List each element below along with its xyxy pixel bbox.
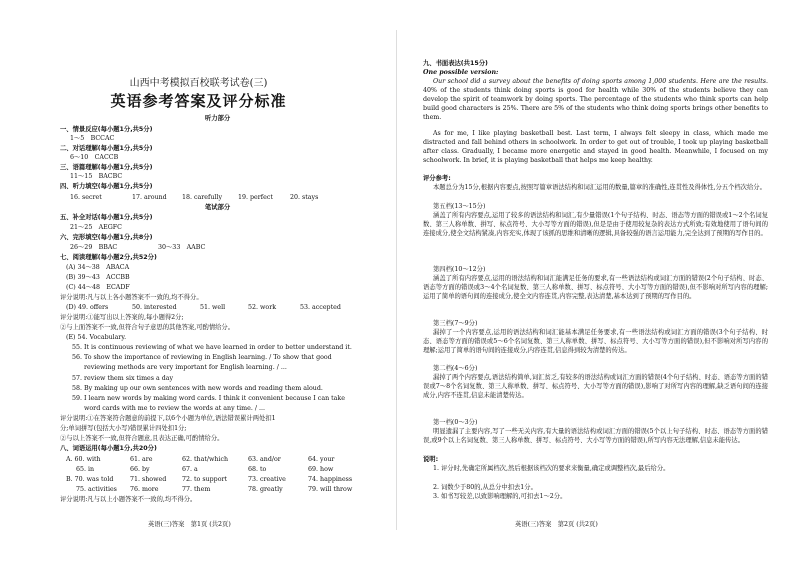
grade-4-title: 第四档(10～12分) [433,266,486,273]
section-8-cell: 69. how [308,466,334,473]
section-8-note: 评分说明:凡与以上小题答案不一致的,均不得分。 [60,496,197,503]
section-4-answer: 17. around [132,194,167,201]
section-3-answer: 11～15 BACBC [70,173,123,180]
grade-3-text: 漏掉了一个内容要点,运用的语法结构和词汇能基本满足任务要求,有一些语法结构或词汇方面的错误(3个句子结构、时态、语态等方面的错误或5～6个名词复数、第三人称单数、拼写、标点符号、大小写等方面的错误),但不影响对所写内容的理解;运用了简单的语句间的连接成分,内容连贯,信息得到较为清楚的传达。 [423,329,768,354]
section-8-cell: A. 60. with [66,456,101,463]
section-9-title: 九、书面表达(共15分) [423,60,488,67]
section-8-cell: 71. showed [130,476,167,483]
note-item: 2. 词数少于80的,从总分中扣去1分。 [433,484,537,491]
section-7-d-answer: 52. work [248,304,277,311]
section-8-cell: 67. a [182,466,198,473]
note-item: 3. 如书写较差,以致影响理解的,可扣去1～2分。 [433,493,567,500]
notes-title: 说明: [423,456,439,463]
grade-1-text: 明显遗漏了主要内容,写了一些无关内容,有大量的语法结构或词汇方面的错误(5个以上句子结构、时态、语态等方面的错误,或9个以上名词复数、第三人称单数、拼写、标点符号、大小写等方面的错误),所写内容无法理解,信息未能传达。 [423,428,768,444]
section-7-a: (A) 34～38 ABACA [66,264,130,271]
section-6-answer-a: 26～29 BBAC [70,244,118,251]
section-8-cell: 75. activities [76,486,117,493]
grade-2-text: 漏掉了两个内容要点,语法结构简单,词汇贫乏,有较多的语法结构或词汇方面的错误(4个句子结构、时态、语态等方面的错误或7～8个名词复数、第三人称单数、拼写、标点符号、大小写等方面的错误),影响了对所写内容的理解,缺乏语句间的连接成分,内容不连贯,信息未能清楚传达。 [423,374,768,399]
section-7-e-59b: word cards with me to review the words at any time. / ... [84,405,266,412]
section-7-note-3: 评分说明:①在答案符合题意的前提下,以6个小题为单位,语法错误累计两处扣1 [60,415,276,422]
section-5-title: 五、补全对话(每小题1分,共5分) [60,214,153,221]
section-7-note-1: 评分说明:凡与以上各小题答案不一致的,均不得分。 [60,294,203,301]
section-3-title: 三、语篇理解(每小题1分,共5分) [60,164,153,171]
section-7-e-55: 55. It is continuous reviewing of what we have learned in order to better understand it. [72,344,352,351]
section-7-note-2b: ②与上面答案不一致,但符合句子意思的其他答案,可酌情给分。 [60,324,235,331]
page-1-footer: 英语(三)答案 第1页 (共2页) [148,521,231,528]
section-7-e-58: 58. By making up our own sentences with new words and reading them aloud. [72,385,323,392]
note-item: 1. 评分时,先确定所属档次,然后根据该档次的要求来衡量,确定或调整档次,最后给分。 [433,465,670,472]
listening-header: 听力部分 [205,115,231,122]
page-2-footer: 英语(三)答案 第2页 (共2页) [515,521,598,528]
essay-paragraph-2: As for me, I like playing basketball best. Last term, I always felt sleepy in class, which made me distracted and fall behind others in schoolwork. In order to get out of trouble, I took up playing basketball after class. Gradually, I became more energetic and stayed in good health. Meanwhile, I focused on my schoolwork. In brief, it is playing basketball that helps me keep healthy. [423,130,768,164]
section-1-answer: 1～5 BCCAC [70,135,115,142]
section-7-note-3b: 分;单词拼写(包括大小写)错误累计四处扣1分; [60,425,187,432]
section-4-answer: 19. perfect [238,194,273,201]
essay-paragraph-1 [423,78,768,123]
section-1-title: 一、情景反应(每小题1分,共5分) [60,126,153,133]
section-2-title: 二、对话理解(每小题1分,共5分) [60,145,153,152]
section-4-answer: 18. carefully [182,194,223,201]
grade-2-title: 第二档(4～6分) [433,365,478,372]
scoring-reference-label: 评分参考: [423,175,451,182]
section-7-e-56b: reviewing methods are very important for English learning. / ... [84,364,287,371]
section-8-cell: 68. to [248,466,267,473]
section-4-answer: 16. secret [70,194,102,201]
section-7-b: (B) 39～43 ACCBB [66,274,130,281]
section-7-d-answer: 53. accepted [300,304,341,311]
grade-4-text: 涵盖了所有内容要点,运用的语法结构和词汇能满足任务的要求,有一些语法结构或词汇方面的错误(2个句子结构、时态、语态等方面的错误或3～4个名词复数、第三人称单数、拼写、标点符号、大小写等方面的错误),但不影响对所写内容的理解;运用了简单的语句间的连接成分,使全文内容连贯,内容完整,表达清楚,基本达到了预期的写作目的。 [423,275,768,300]
section-7-e-57: 57. review them six times a day [72,375,174,382]
grade-1-title: 第一档(0～3分) [433,419,478,426]
section-7-title: 七、阅读理解(每小题2分,共52分) [60,254,157,261]
section-2-answer: 6～10 CACCB [70,154,119,161]
essay-p1-rest: 40% of the students think doing sports is good for health while 30% of the students believe they can develop the spirit of teamwork by doing sports. The percentage of the students who think sports can help build good characters is 25%. There are 5% of the students who think doing sports brings other benefits to them. [423,86,768,121]
section-5-answer: 21～25 AEGFC [70,224,122,231]
section-8-cell: 72. to support [182,476,228,483]
section-8-cell: 74. happiness [308,476,353,483]
grade-5-text: 涵盖了所有内容要点,运用了较多的语法结构和词汇,有少量错误(1个句子结构、时态、语态等方面的错误或1～2个名词复数、第三人称单数、拼写、标点符号、大小写等方面的错误),但是是由于使用较复杂的表达方式所致;有效地使用了语句间的连接成分,使全文结构紧凑,内容充实,体现了该抓的思维和清晰的逻辑,具备较强的语言运用能力,完全达到了预期的写作目的。 [423,212,768,237]
grade-3-title: 第三档(7～9分) [433,320,478,327]
section-4-title: 四、听力填空(每小题1分,共5分) [60,183,153,190]
section-4-answer: 20. stays [290,194,319,201]
section-8-cell: 65. in [76,466,95,473]
section-8-cell: 64. your [308,456,335,463]
section-6-title: 六、完形填空(每小题1分,共8分) [60,234,153,241]
section-7-d-answer: 51. well [200,304,226,311]
scoring-intro: 本题总分为15分,根据内容要点,按照写篇章语法结构和词汇运用的数量,篇章的准确性,连贯性及得体性,分五个档次给分。 [433,184,766,191]
section-7-note-2: 评分说明:①能写出以上答案的,每小题得2分; [60,314,184,321]
section-8-cell: 62. that/which [182,456,229,463]
section-7-note-3c: ②与以上答案不一致,但符合题意,且表达正确,可酌情给分。 [60,435,224,442]
section-8-cell: 66. by [130,466,150,473]
doc-title: 英语参考答案及评分标准 [110,92,287,110]
section-6-answer-b: 30～33 AABC [158,244,206,251]
section-8-cell: 61. are [130,456,153,463]
section-7-d-label: (D) 49. offers [66,304,109,311]
exam-title: 山西中考模拟百校联考试卷(三) [129,78,268,89]
section-8-cell: 79. will throw [308,486,353,493]
section-8-cell: 78. greatly [248,486,283,493]
section-8-cell: 73. creative [248,476,286,483]
section-8-cell: 77. them [182,486,211,493]
version-label: One possible version: [423,69,499,76]
section-8-title: 八、词语运用(每小题1分,共20分) [60,445,157,452]
section-7-e-label: (E) 54. Vocabulary. [66,334,127,341]
section-7-e-59a: 59. I learn new words by making word cards. I think it convenient because I can take [72,395,345,402]
written-header: 笔试部分 [205,204,231,211]
section-8-cell: 76. more [130,486,159,493]
answer-page-2 [397,0,794,562]
essay-p1-italic: Our school did a survey about the benefits of doing sports among 1,000 students. Here are the results. [433,78,768,85]
section-7-c: (C) 44～48 ECADF [66,284,130,291]
section-7-e-56a: 56. To show the importance of reviewing in English learning. / To show that good [72,354,332,361]
section-7-d-answer: 50. interested [132,304,177,311]
section-8-cell: B. 70. was told [66,476,114,483]
section-8-cell: 63. and/or [248,456,281,463]
grade-5-title: 第五档(13～15分) [433,203,486,210]
